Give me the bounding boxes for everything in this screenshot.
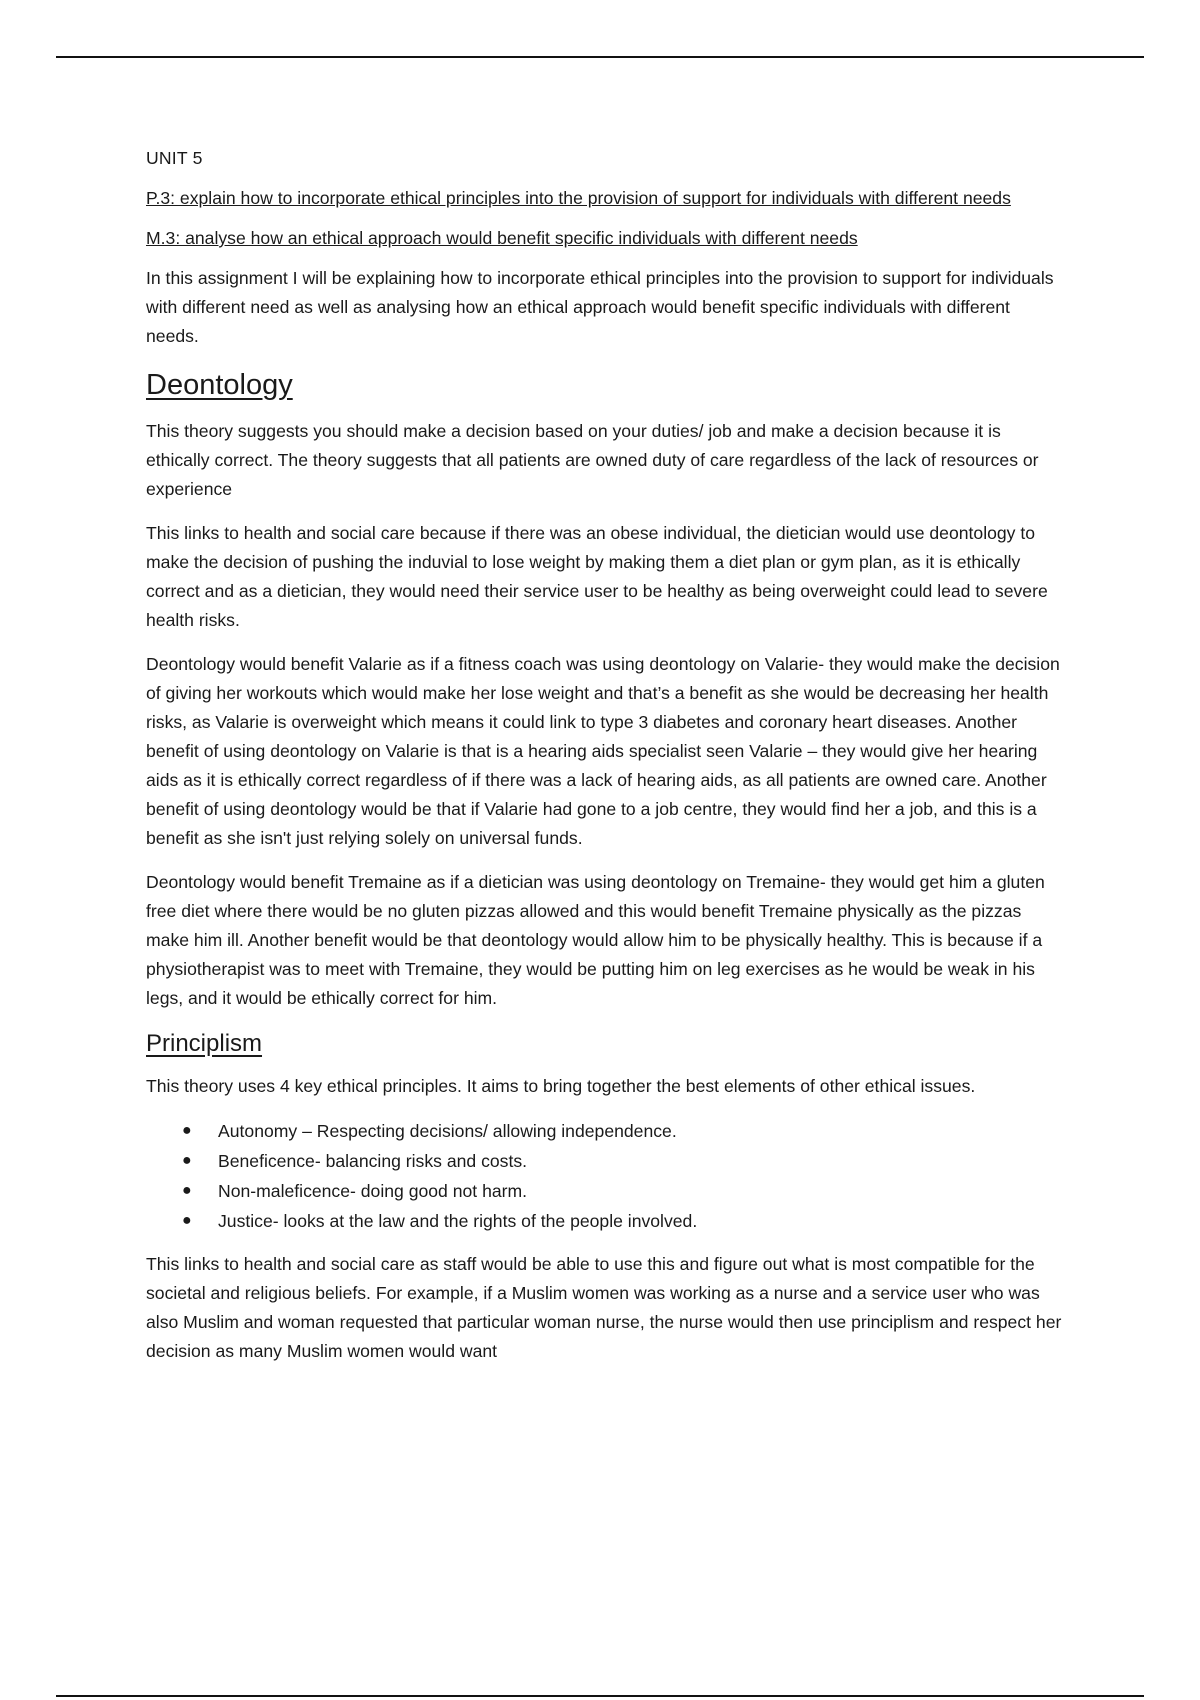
list-item-text: Justice- looks at the law and the rights of the people involved. bbox=[218, 1211, 698, 1231]
document-body bbox=[146, 146, 1066, 1381]
intro-paragraph: In this assignment I will be explaining how to incorporate ethical principles into the provision to support for individuals with different need as well as analysing how an ethical approach would benefit specific individuals with different needs. bbox=[146, 268, 1054, 346]
section-heading-principlism: Principlism bbox=[146, 1030, 263, 1057]
top-rule bbox=[56, 56, 1144, 58]
section-heading-deontology: Deontology bbox=[146, 369, 293, 401]
list-item bbox=[182, 1206, 1066, 1236]
deontology-paragraph-3: Deontology would benefit Valarie as if a fitness coach was using deontology on Valarie- they would make the decision of giving her workouts which would make her lose weight and that’s a benefit as she would be decreasing her health risks, as Valarie is overweight which means it could link to type 3 diabetes and coronary heart diseases. Another benefit of using deontology on Valarie is that is a hearing aids specialist seen Valarie – they would give her hearing aids as it is ethically correct regardless of if there was a lack of hearing aids, as all patients are owned care. Another benefit of using deontology would be that if Valarie had gone to a job centre, they would find her a job, and this is a benefit as she isn't just relying solely on universal funds. bbox=[146, 654, 1060, 848]
list-item bbox=[182, 1176, 1066, 1206]
deontology-paragraph-1: This theory suggests you should make a decision based on your duties/ job and make a decision because it is ethically correct. The theory suggests that all patients are owned duty of care regardless of the lack of resources or experience bbox=[146, 421, 1039, 499]
bullet-dot-icon: ● bbox=[182, 1122, 192, 1139]
principles-list bbox=[146, 1116, 1066, 1236]
list-item bbox=[182, 1116, 1066, 1146]
criterion-p3: P.3: explain how to incorporate ethical principles into the provision of support for individuals with different needs bbox=[146, 188, 1011, 208]
bullet-dot-icon: ● bbox=[182, 1152, 192, 1169]
bottom-rule bbox=[56, 1695, 1144, 1697]
bullet-dot-icon: ● bbox=[182, 1212, 192, 1229]
list-item-text: Beneficence- balancing risks and costs. bbox=[218, 1151, 528, 1171]
bullet-dot-icon: ● bbox=[182, 1182, 192, 1199]
principlism-intro: This theory uses 4 key ethical principles. It aims to bring together the best elements of other ethical issues. bbox=[146, 1076, 976, 1096]
list-item bbox=[182, 1146, 1066, 1176]
deontology-paragraph-4: Deontology would benefit Tremaine as if a dietician was using deontology on Tremaine- they would get him a gluten free diet where there would be no gluten pizzas allowed and this would benefit Tremaine physically as the pizzas make him ill. Another benefit would be that deontology would allow him to be physically healthy. This is because if a physiotherapist was to meet with Tremaine, they would be putting him on leg exercises as he would be weak in his legs, and it would be ethically correct for him. bbox=[146, 872, 1045, 1008]
deontology-paragraph-2: This links to health and social care because if there was an obese individual, the dietician would use deontology to make the decision of pushing the induvial to lose weight by making them a diet plan or gym plan, as it is ethically correct and as a dietician, they would need their service user to be healthy as being overweight could lead to severe health risks. bbox=[146, 523, 1048, 630]
principlism-closing-paragraph: This links to health and social care as staff would be able to use this and figure out what is most compatible for the societal and religious beliefs. For example, if a Muslim women was working as a nurse and a service user who was also Muslim and woman requested that particular woman nurse, the nurse would then use principlism and respect her decision as many Muslim women would want bbox=[146, 1254, 1062, 1361]
list-item-text: Non-maleficence- doing good not harm. bbox=[218, 1181, 528, 1201]
unit-label: UNIT 5 bbox=[146, 148, 203, 168]
criterion-m3: M.3: analyse how an ethical approach would benefit specific individuals with different needs bbox=[146, 228, 858, 248]
list-item-text: Autonomy – Respecting decisions/ allowing independence. bbox=[218, 1121, 677, 1141]
